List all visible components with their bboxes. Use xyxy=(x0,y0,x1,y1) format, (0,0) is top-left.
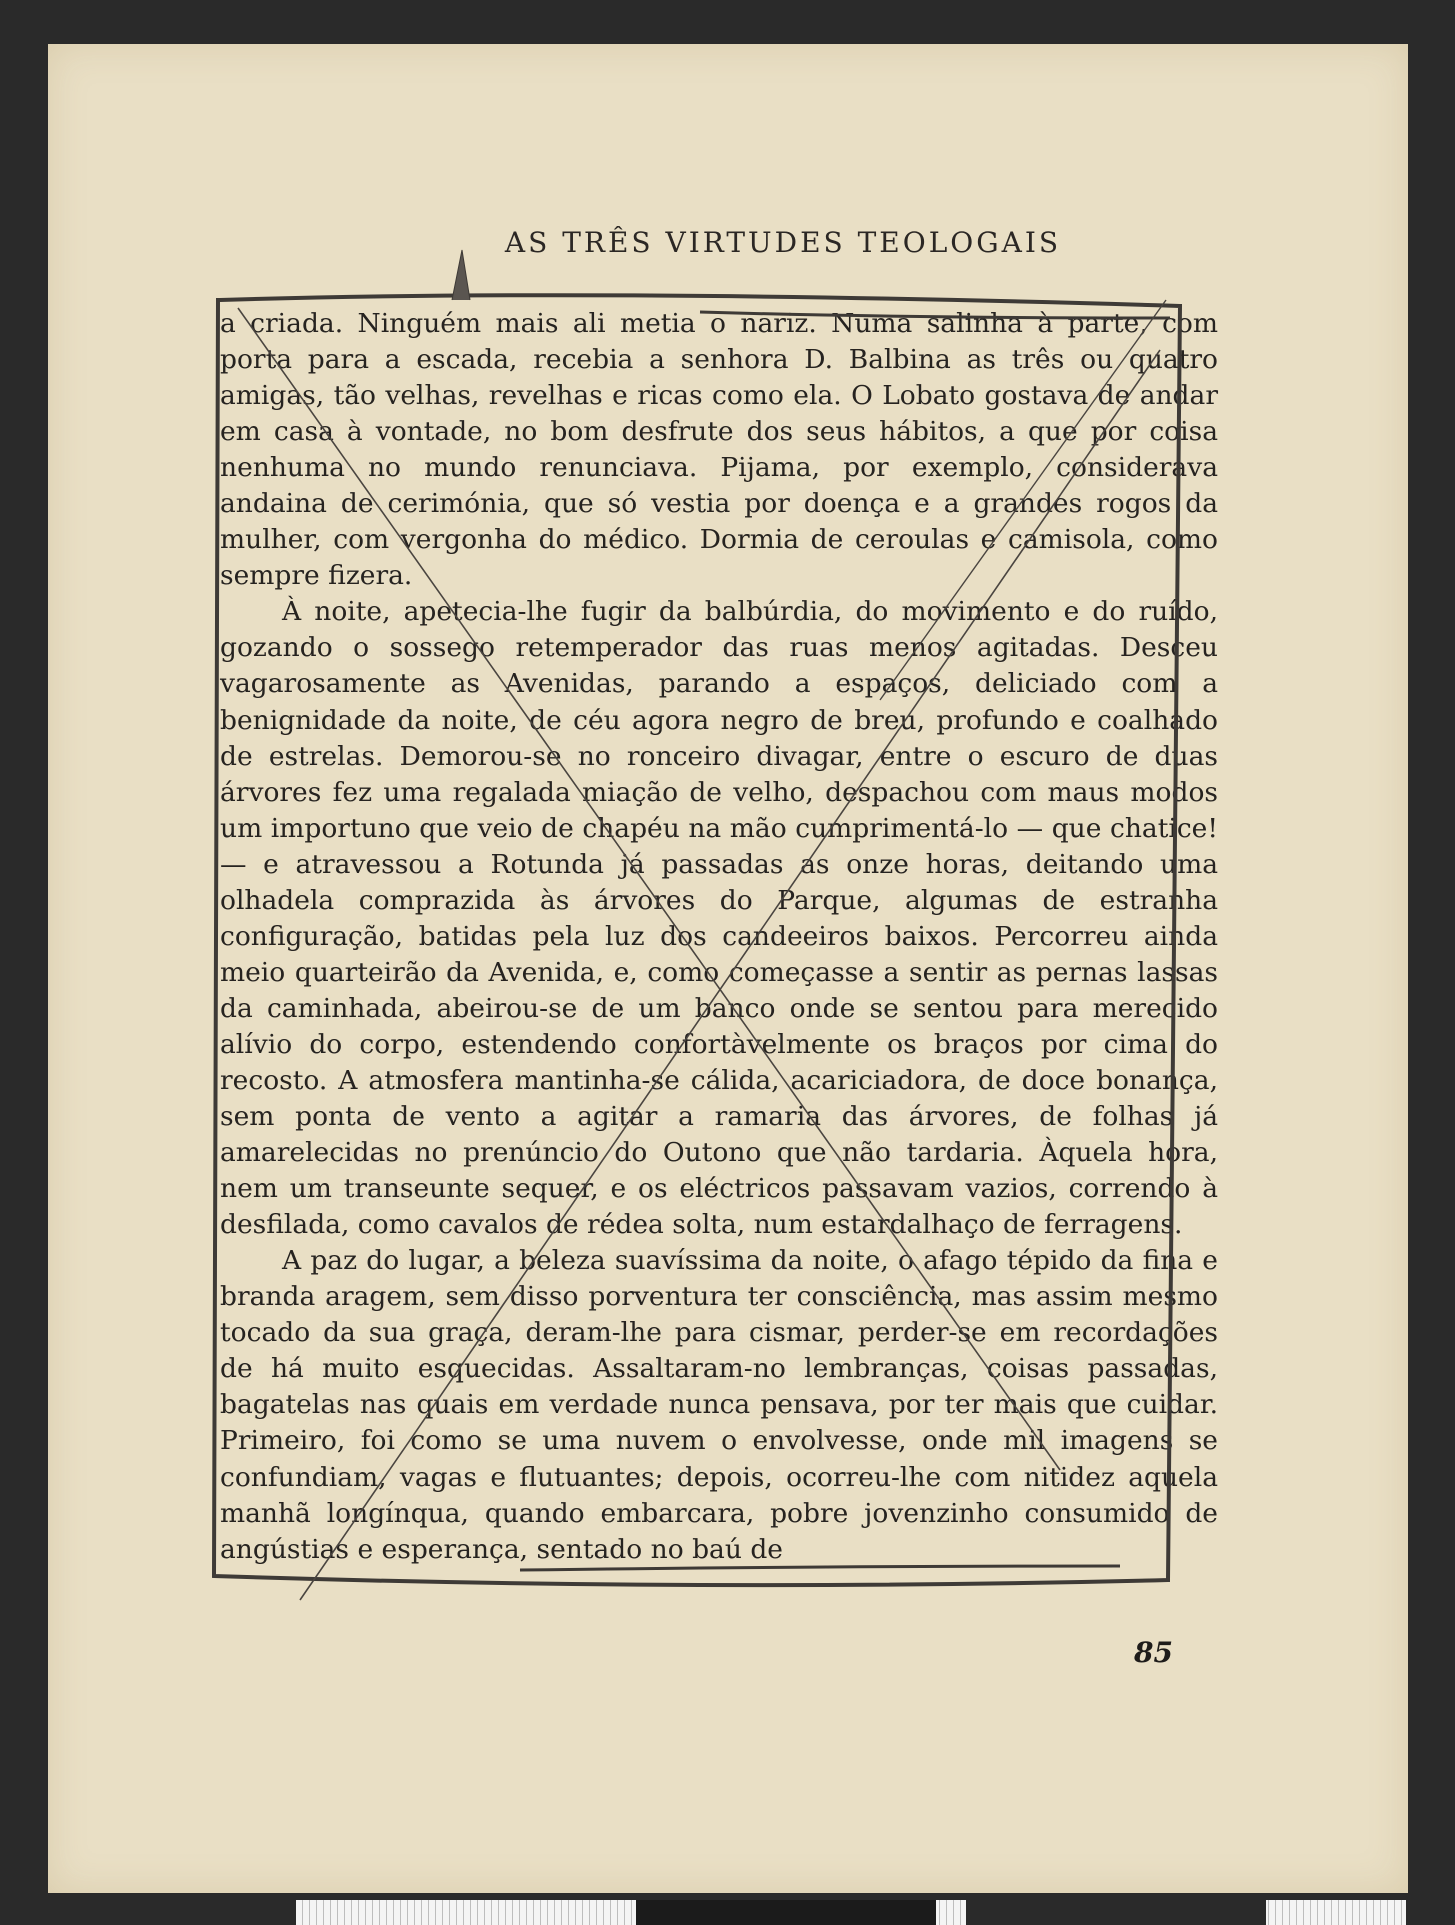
paragraph-2: À noite, apetecia-lhe fugir da balbúrdia, do movimento e do ruído, gozando o sossego retemperador das ruas menos agitadas. Desceu vagarosamente as Avenidas, parando a espaços, deliciado com a benignidade da noite, de céu agora negro de breu, profundo e coalhado de estrelas. Demorou-se no ronceiro divagar, entre o escuro de duas árvores fez uma regalada miação de velho, despachou com maus modos um importuno que veio de chapéu na mão cumprimentá-lo — que chatice! — e atravessou a Rotunda já passadas as onze horas, deitando uma olhadela comprazida às árvores do Parque, algumas de estranha configuração, batidas pela luz dos candeeiros baixos. Percorreu ainda meio quarteirão da Avenida, e, como começasse a sentir as pernas lassas da caminhada, abeirou-se de um banco onde se sentou para merecido alívio do corpo, estendendo confortàvelmente os braços por cima do recosto. A atmosfera mantinha-se cálida, acariciadora, de doce bonança, sem ponta de vento a agitar a ramaria das árvores, de folhas já amarelecidas no prenúncio do Outono que não tardaria. Àquela hora, nem um transeunte sequer, e os eléctricos passavam vazios, correndo à desfilada, como cavalos de rédea solta, num estardalhaço de ferragens. xyxy=(220,596,1218,1241)
paragraph-1: a criada. Ninguém mais ali metia o nariz. Numa salinha à parte, com porta para a escada, recebia a senhora D. Balbina as três ou quatro amigas, tão velhas, revelhas e ricas como ela. O Lobato gostava de andar em casa à vontade, no bom desfrute dos seus hábitos, a que por coisa nenhuma no mundo renunciava. Pijama, por exemplo, considerava andaina de cerimónia, que só vestia por doença e a grandes rogos da mulher, com vergonha do médico. Dormia de ceroulas e camisola, como sempre fizera. xyxy=(220,308,1218,592)
paragraph-3: A paz do lugar, a beleza suavíssima da noite, o afago tépido da fina e branda aragem, sem disso porventura ter consciência, mas assim mesmo tocado da sua graça, deram-lhe para cismar, perder-se em recordações de há muito esquecidas. Assaltaram-no lembranças, coisas passadas, bagatelas nas quais em verdade nunca pensava, por ter mais que cuidar. Primeiro, foi como se uma nuvem o envolvesse, onde mil imagens se confundiam, vagas e flutuantes; depois, ocorreu-lhe com nitidez aquela manhã longínqua, quando embarcara, pobre jovenzinho consumido de angústias e esperança, sentado no baú de xyxy=(220,1245,1218,1565)
scale-bar xyxy=(296,1900,1406,1925)
body-text xyxy=(220,306,1218,1568)
running-header: AS TRÊS VIRTUDES TEOLOGAIS xyxy=(504,226,1062,259)
page-number: 85 xyxy=(1134,1636,1173,1669)
book-page xyxy=(48,44,1408,1893)
